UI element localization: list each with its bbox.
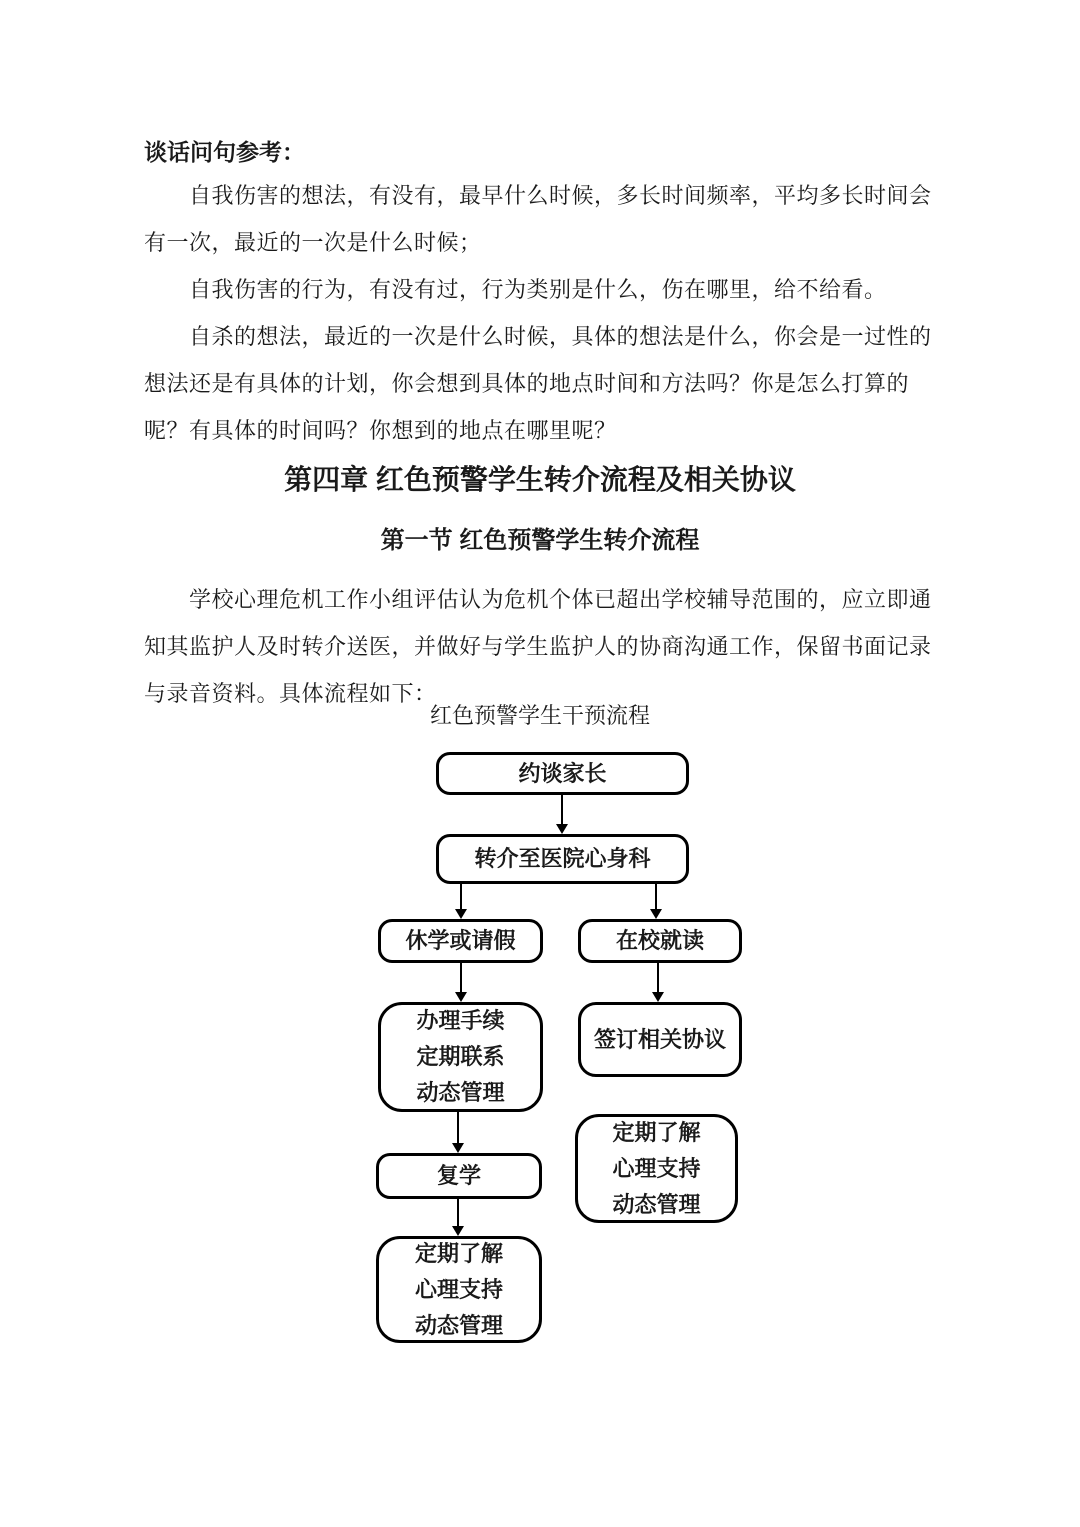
node-label: 约谈家长 [518,760,607,786]
paragraph-line: 与录音资料。具体流程如下： [144,681,437,706]
paragraph-line: 想法还是有具体的计划，你会想到具体的地点时间和方法吗？你是怎么打算的 [144,371,910,396]
node-label: 签订相关协议 [593,1026,726,1052]
paragraph-suicidal-thoughts [144,313,938,454]
interview-questions-heading: 谈话问句参考： [144,139,305,165]
flow-node-follow-up-right [575,1114,738,1223]
chapter-title: 第四章 红色预警学生转介流程及相关协议 [284,464,796,495]
flow-node-sign-agreement [578,1002,742,1077]
node-label: 定期联系 [416,1044,505,1069]
node-label: 休学或请假 [405,928,516,953]
paragraph-self-harm-thoughts [144,172,938,266]
flow-node-procedures-contact-management [378,1002,543,1112]
node-label: 转介至医院心身科 [474,846,651,871]
node-label: 复学 [436,1163,481,1188]
node-label: 定期了解 [414,1240,503,1266]
node-label: 心理支持 [612,1155,701,1181]
paragraph-self-harm-behavior [144,266,938,313]
paragraph-line: 知其监护人及时转介送医，并做好与学生监护人的协商沟通工作，保留书面记录 [144,634,932,659]
paragraph-line: 有一次，最近的一次是什么时候； [144,230,482,255]
flow-node-stay-in-school [578,919,742,963]
node-label: 心理支持 [414,1276,503,1302]
node-label: 动态管理 [414,1312,503,1338]
flow-node-referral-hospital [436,834,689,884]
flow-node-suspension-or-leave [378,919,543,963]
node-label: 在校就读 [615,928,704,953]
paragraph-line: 呢？有具体的时间吗？你想到的地点在哪里呢？ [144,418,617,443]
node-label: 办理手续 [416,1008,505,1033]
flow-node-follow-up-left [376,1236,542,1343]
node-label: 动态管理 [612,1191,701,1217]
paragraph-line: 自杀的想法，最近的一次是什么时候，具体的想法是什么，你会是一过性的 [189,324,932,349]
paragraph-line: 学校心理危机工作小组评估认为危机个体已超出学校辅导范围的，应立即通 [189,587,932,612]
paragraph-referral-process-intro [144,576,938,717]
flow-node-interview-parents [436,752,689,795]
paragraph-line: 自我伤害的行为，有没有过，行为类别是什么，伤在哪里，给不给看。 [189,277,887,302]
flowchart-title: 红色预警学生干预流程 [429,703,650,728]
section-title: 第一节 红色预警学生转介流程 [380,527,700,554]
flow-node-return-to-school [376,1153,542,1199]
node-label: 定期了解 [612,1119,701,1145]
paragraph-line: 自我伤害的想法，有没有，最早什么时候，多长时间频率，平均多长时间会 [189,183,932,208]
node-label: 动态管理 [416,1080,505,1105]
